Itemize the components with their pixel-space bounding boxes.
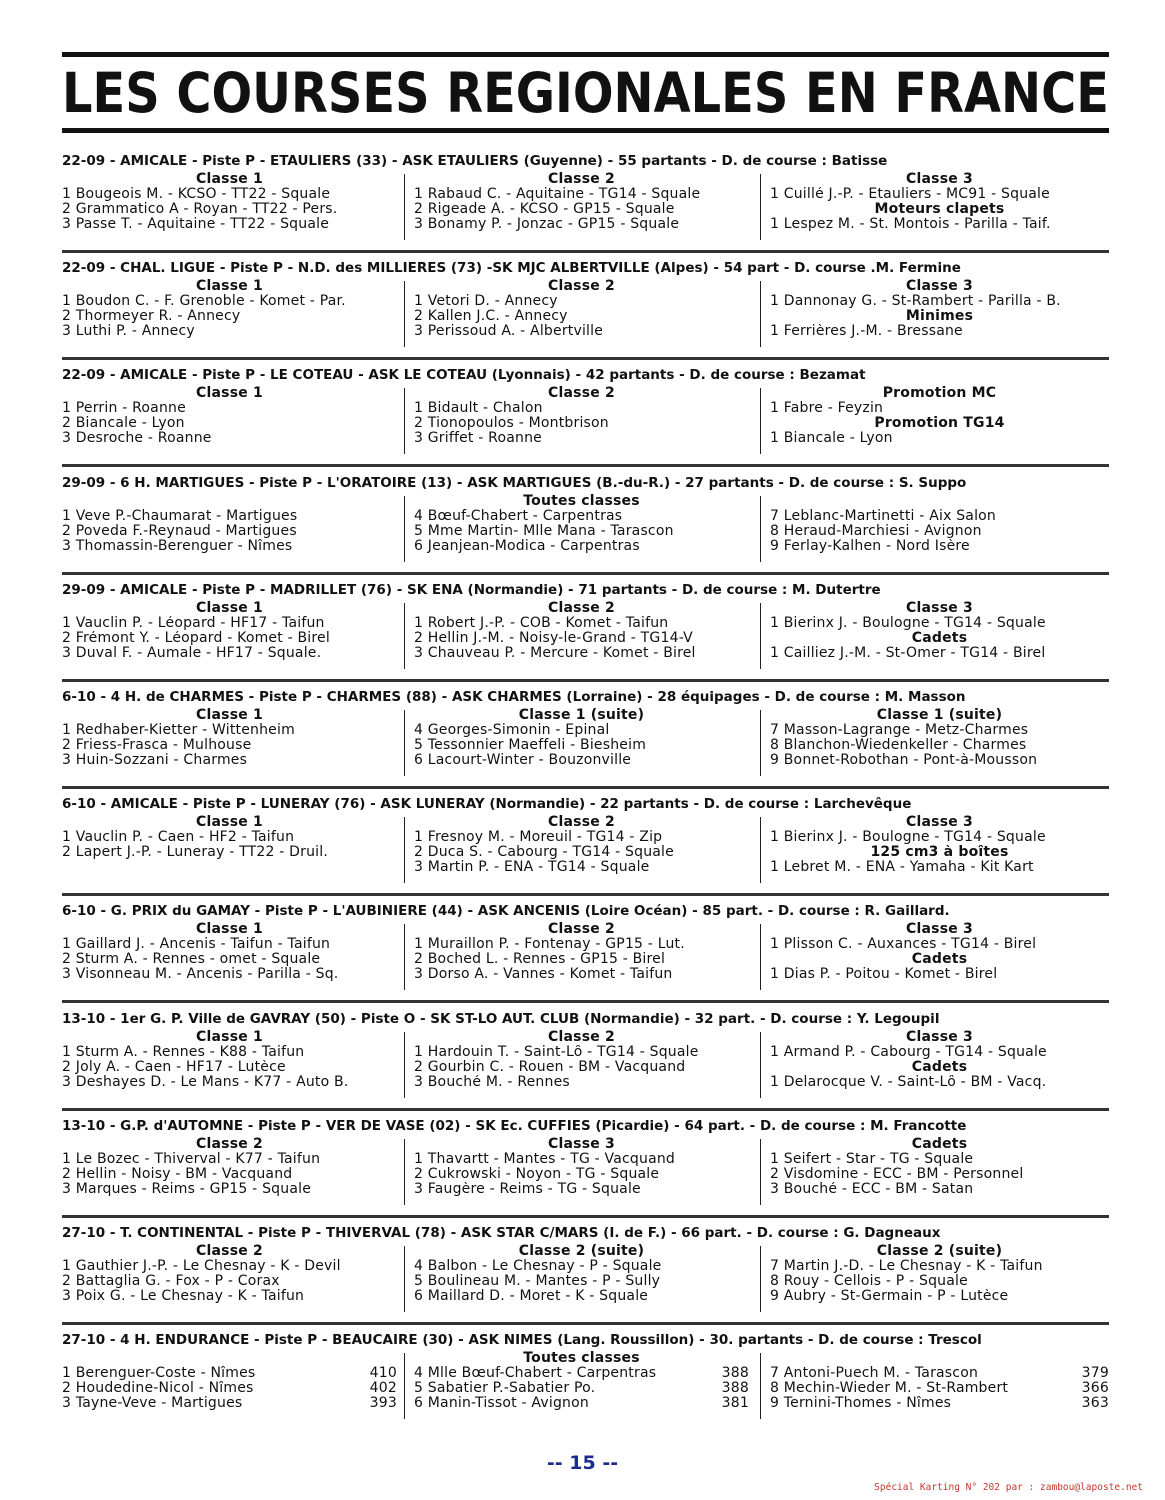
result-line: 3 Faugère - Reims - TG - Squale [414,1182,641,1197]
result-line [414,1396,749,1411]
section-rule [62,786,1109,789]
result-line: 2 Biancale - Lyon [62,416,185,431]
result-line: 7 Masson-Lagrange - Metz-Charmes [770,723,1029,738]
result-line: 1 Fresnoy M. - Moreuil - TG14 - Zip [414,830,663,845]
result-line: 2 Visdomine - ECC - BM - Personnel [770,1167,1024,1182]
column-divider [760,1139,761,1205]
result-column [62,386,397,456]
result-column [770,815,1109,885]
result-line: 3 Perissoud A. - Albertville [414,324,604,339]
result-line: 1 Gauthier J.-P. - Le Chesnay - K - Devil [62,1259,341,1274]
race-block [62,366,1109,468]
result-line: 1 Vauclin P. - Caen - HF2 - Taifun [62,830,295,845]
result-line: 1 Lebret M. - ENA - Yamaha - Kit Kart [770,860,1034,875]
result-line [770,1396,1109,1411]
result-line: 1 Muraillon P. - Fontenay - GP15 - Lut. [414,937,685,952]
column-divider [404,924,405,990]
race-header: 6-10 - G. PRIX du GAMAY - Piste P - L'AUBINIERE (44) - ASK ANCENIS (Loire Océan) - 85 part. - D. course : R. Gaillard. [62,903,950,919]
result-line [770,1381,1109,1396]
result-line: 3 Visonneau M. - Ancenis - Parilla - Sq. [62,967,339,982]
result-line: 1 Seifert - Star - TG - Squale [770,1152,974,1167]
result-column [62,1244,397,1314]
result-laps: 402 [369,1381,397,1396]
result-column [414,1030,749,1100]
section-rule [62,250,1109,253]
result-team: 1 Berenguer-Coste - Nîmes [62,1366,256,1381]
column-divider [760,1353,761,1419]
column-divider [760,924,761,990]
result-line: 1 Ferrières J.-M. - Bressane [770,324,963,339]
column-divider [760,817,761,883]
result-line: 1 Boudon C. - F. Grenoble - Komet - Par. [62,294,346,309]
result-column [770,922,1109,992]
page-title: LES COURSES REGIONALES EN FRANCE [62,61,1109,125]
class-title: Classe 2 [548,1030,615,1045]
result-line: 6 Maillard D. - Moret - K - Squale [414,1289,649,1304]
class-title: 125 cm3 à boîtes [870,845,1009,860]
result-line [62,860,397,875]
class-title: Classe 2 [548,172,615,187]
result-line: 9 Ferlay-Kalhen - Nord Isère [770,539,970,554]
result-column [770,708,1109,778]
result-column [770,386,1109,456]
result-line: 1 Thavartt - Mantes - TG - Vacquand [414,1152,676,1167]
class-title: Classe 1 (suite) [876,708,1003,723]
column-divider [760,603,761,669]
race-block [62,259,1109,361]
result-line: 1 Bierinx J. - Boulogne - TG14 - Squale [770,616,1046,631]
result-line: 3 Passe T. - Aquitaine - TT22 - Squale [62,217,330,232]
column-divider [404,1032,405,1098]
result-line: 1 Bougeois M. - KCSO - TT22 - Squale [62,187,331,202]
class-title: Classe 1 [196,279,263,294]
race-header: 13-10 - 1er G. P. Ville de GAVRAY (50) - Piste O - SK ST-LO AUT. CLUB (Normandie) - 32 part. - D. course : Y. Legoupil [62,1011,940,1027]
result-line: 1 Le Bozec - Thiverval - K77 - Taifun [62,1152,321,1167]
result-line: 3 Desroche - Roanne [62,431,212,446]
result-line: 4 Bœuf-Chabert - Carpentras [414,509,623,524]
class-title: Classe 3 [906,601,973,616]
result-line: 2 Duca S. - Cabourg - TG14 - Squale [414,845,674,860]
result-column [770,1030,1109,1100]
result-line: 3 Chauveau P. - Mercure - Komet - Birel [414,646,696,661]
result-column [414,1137,749,1207]
footer-credit: Spécial Karting N° 202 par : zambou@laposte.net [874,1482,1143,1493]
result-line: 1 Delarocque V. - Saint-Lô - BM - Vacq. [770,1075,1047,1090]
column-divider [760,1032,761,1098]
result-laps: 366 [1081,1381,1109,1396]
result-line: 3 Bouché - ECC - BM - Satan [770,1182,974,1197]
result-column [414,494,749,564]
result-line: 3 Dorso A. - Vannes - Komet - Taifun [414,967,673,982]
result-line: 3 Bouché M. - Rennes [414,1075,570,1090]
column-divider [760,1246,761,1312]
result-line: 3 Thomassin-Berenguer - Nîmes [62,539,293,554]
result-line: 1 Veve P.-Chaumarat - Martigues [62,509,298,524]
result-column [414,922,749,992]
class-title: Classe 2 [548,922,615,937]
result-laps: 379 [1081,1366,1109,1381]
result-team: 7 Antoni-Puech M. - Tarascon [770,1366,979,1381]
result-line: 9 Bonnet-Robothan - Pont-à-Mousson [770,753,1038,768]
result-line: 8 Heraud-Marchiesi - Avignon [770,524,982,539]
race-header: 29-09 - 6 H. MARTIGUES - Piste P - L'ORATOIRE (13) - ASK MARTIGUES (B.-du-R.) - 27 partants - D. de course : S. Suppo [62,475,967,491]
result-line: 1 Bidault - Chalon [414,401,543,416]
class-title: Classe 2 [548,279,615,294]
result-line: 1 Bierinx J. - Boulogne - TG14 - Squale [770,830,1046,845]
page-number: -- 15 -- [546,1452,619,1474]
class-title: Moteurs clapets [874,202,1005,217]
race-header: 22-09 - AMICALE - Piste P - LE COTEAU - ASK LE COTEAU (Lyonnais) - 42 partants - D. de course : Bezamat [62,367,866,383]
result-line: 1 Redhaber-Kietter - Wittenheim [62,723,295,738]
result-column [414,172,749,242]
class-title: Cadets [911,1137,968,1152]
result-line: 3 Marques - Reims - GP15 - Squale [62,1182,312,1197]
column-divider [404,388,405,454]
column-divider [760,496,761,562]
result-line: 1 Fabre - Feyzin [770,401,884,416]
result-column [770,1351,1109,1421]
title-rule [62,128,1109,133]
column-divider [760,281,761,347]
class-title: Classe 2 [196,1244,263,1259]
column-divider [404,1246,405,1312]
class-title: Classe 1 [196,172,263,187]
result-line: 7 Leblanc-Martinetti - Aix Salon [770,509,996,524]
result-column [62,1137,397,1207]
column-divider [404,603,405,669]
result-line [62,1366,397,1381]
result-line: 3 Griffet - Roanne [414,431,542,446]
column-divider [404,1139,405,1205]
column-divider [404,496,405,562]
result-line: 1 Robert J.-P. - COB - Komet - Taifun [414,616,669,631]
result-column [770,1137,1109,1207]
class-title [770,1351,1109,1366]
result-column [62,815,397,885]
result-line: 1 Vetori D. - Annecy [414,294,558,309]
race-block [62,474,1109,576]
result-line: 7 Martin J.-D. - Le Chesnay - K - Taifun [770,1259,1043,1274]
result-line: 8 Rouy - Cellois - P - Squale [770,1274,968,1289]
result-line: 5 Boulineau M. - Mantes - P - Sully [414,1274,661,1289]
class-title: Classe 1 [196,1030,263,1045]
race-block [62,1331,1109,1433]
result-line: 2 Cukrowski - Noyon - TG - Squale [414,1167,660,1182]
result-line: 1 Armand P. - Cabourg - TG14 - Squale [770,1045,1047,1060]
result-line: 3 Deshayes D. - Le Mans - K77 - Auto B. [62,1075,349,1090]
race-header: 29-09 - AMICALE - Piste P - MADRILLET (76) - SK ENA (Normandie) - 71 partants - D. de course : M. Dutertre [62,582,881,598]
class-title: Classe 2 (suite) [518,1244,645,1259]
result-line: 1 Sturm A. - Rennes - K88 - Taifun [62,1045,305,1060]
result-column [62,279,397,349]
race-header: 13-10 - G.P. d'AUTOMNE - Piste P - VER DE VASE (02) - SK Ec. CUFFIES (Picardie) - 64 part. - D. de course : M. Francotte [62,1118,967,1134]
result-team: 2 Houdedine-Nicol - Nîmes [62,1381,254,1396]
result-column [770,172,1109,242]
result-line: 2 Sturm A. - Rennes - omet - Squale [62,952,321,967]
class-title: Classe 1 [196,386,263,401]
result-line: 2 Hellin J.-M. - Noisy-le-Grand - TG14-V [414,631,693,646]
column-divider [404,1353,405,1419]
race-header: 6-10 - AMICALE - Piste P - LUNERAY (76) - ASK LUNERAY (Normandie) - 22 partants - D. de course : Larchevêque [62,796,912,812]
result-column [414,1351,749,1421]
result-line: 3 Huin-Sozzani - Charmes [62,753,248,768]
result-team: 3 Tayne-Veve - Martigues [62,1396,243,1411]
result-column [414,815,749,885]
race-block [62,902,1109,1004]
class-title: Classe 3 [906,922,973,937]
result-column [414,386,749,456]
result-line: 9 Aubry - St-Germain - P - Lutèce [770,1289,1009,1304]
class-title: Minimes [905,309,974,324]
result-line: 1 Lespez M. - St. Montois - Parilla - Taif. [770,217,1051,232]
section-rule [62,1322,1109,1325]
class-title: Classe 3 [548,1137,615,1152]
result-line: 1 Plisson C. - Auxances - TG14 - Birel [770,937,1037,952]
result-line: 2 Tionopoulos - Montbrison [414,416,609,431]
top-rule [62,52,1109,57]
result-line: 2 Rigeade A. - KCSO - GP15 - Squale [414,202,675,217]
result-column [62,1030,397,1100]
result-column [62,708,397,778]
class-title: Classe 2 (suite) [876,1244,1003,1259]
class-title: Classe 3 [906,279,973,294]
result-column [414,1244,749,1314]
class-title: Cadets [911,952,968,967]
result-line: 1 Vauclin P. - Léopard - HF17 - Taifun [62,616,325,631]
result-team: 8 Mechin-Wieder M. - St-Rambert [770,1381,1009,1396]
result-line: 1 Dannonay G. - St-Rambert - Parilla - B. [770,294,1061,309]
result-line: 5 Tessonnier Maeffeli - Biesheim [414,738,647,753]
result-line: 1 Cuillé J.-P. - Etauliers - MC91 - Squale [770,187,1050,202]
result-line [414,1366,749,1381]
class-title: Classe 1 [196,815,263,830]
race-block [62,1010,1109,1112]
column-divider [404,174,405,240]
result-line: 1 Gaillard J. - Ancenis - Taifun - Taifun [62,937,331,952]
result-line: 3 Duval F. - Aumale - HF17 - Squale. [62,646,322,661]
class-title: Classe 3 [906,172,973,187]
section-rule [62,464,1109,467]
race-block [62,688,1109,790]
result-column [770,601,1109,671]
race-header: 27-10 - 4 H. ENDURANCE - Piste P - BEAUCAIRE (30) - ASK NIMES (Lang. Roussillon) - 30. partants - D. de course : Trescol [62,1332,982,1348]
result-line [62,1381,397,1396]
result-line [62,1396,397,1411]
result-line [770,1366,1109,1381]
section-rule [62,893,1109,896]
class-title: Classe 1 [196,601,263,616]
result-laps: 363 [1081,1396,1109,1411]
result-column [62,494,397,564]
class-title: Classe 1 (suite) [518,708,645,723]
class-title: Classe 3 [906,815,973,830]
result-line: 3 Martin P. - ENA - TG14 - Squale [414,860,650,875]
race-header: 6-10 - 4 H. de CHARMES - Piste P - CHARMES (88) - ASK CHARMES (Lorraine) - 28 équipages - D. de course : M. Masson [62,689,966,705]
column-divider [404,281,405,347]
class-title: Cadets [911,1060,968,1075]
section-rule [62,1000,1109,1003]
class-title: Classe 2 [548,815,615,830]
class-title: Classe 2 [548,601,615,616]
section-rule [62,1108,1109,1111]
result-column [62,922,397,992]
class-title: Promotion TG14 [874,416,1005,431]
result-line: 3 Bonamy P. - Jonzac - GP15 - Squale [414,217,680,232]
result-team: 9 Ternini-Thomes - Nîmes [770,1396,952,1411]
race-block [62,581,1109,683]
result-column [770,494,1109,564]
result-line: 1 Rabaud C. - Aquitaine - TG14 - Squale [414,187,701,202]
result-line: 5 Mme Martin- Mlle Mana - Tarascon [414,524,674,539]
result-line: 6 Jeanjean-Modica - Carpentras [414,539,640,554]
section-rule [62,679,1109,682]
result-team: 5 Sabatier P.-Sabatier Po. [414,1381,596,1396]
result-line: 1 Dias P. - Poitou - Komet - Birel [770,967,998,982]
result-line: 3 Luthi P. - Annecy [62,324,195,339]
result-line: 1 Perrin - Roanne [62,401,186,416]
result-line: 2 Poveda F.-Reynaud - Martigues [62,524,297,539]
result-team: 4 Mlle Bœuf-Chabert - Carpentras [414,1366,657,1381]
column-divider [760,174,761,240]
result-column [62,172,397,242]
class-title [62,1351,397,1366]
result-line: 4 Georges-Simonin - Epinal [414,723,610,738]
class-title: Classe 1 [196,708,263,723]
class-title: Classe 1 [196,922,263,937]
result-line [414,1381,749,1396]
result-laps: 388 [721,1366,749,1381]
section-rule [62,1215,1109,1218]
result-line: 6 Lacourt-Winter - Bouzonville [414,753,632,768]
column-divider [404,817,405,883]
result-column [62,1351,397,1421]
result-line: 2 Hellin - Noisy - BM - Vacquand [62,1167,293,1182]
result-line: 2 Lapert J.-P. - Luneray - TT22 - Druil. [62,845,328,860]
class-title [770,494,1109,509]
class-title: Promotion MC [882,386,997,401]
result-line: 2 Joly A. - Caen - HF17 - Lutèce [62,1060,286,1075]
result-laps: 410 [369,1366,397,1381]
result-column [770,279,1109,349]
result-line: 2 Thormeyer R. - Annecy [62,309,241,324]
result-line: 1 Biancale - Lyon [770,431,893,446]
class-title: Classe 2 [196,1137,263,1152]
result-column [770,1244,1109,1314]
result-line: 2 Kallen J.C. - Annecy [414,309,568,324]
result-line: 4 Balbon - Le Chesnay - P - Squale [414,1259,662,1274]
class-title: Toutes classes [523,1351,640,1366]
column-divider [404,710,405,776]
result-column [414,708,749,778]
race-block [62,1224,1109,1326]
result-column [414,279,749,349]
result-line: 8 Blanchon-Wiedenkeller - Charmes [770,738,1027,753]
result-column [414,601,749,671]
class-title: Cadets [911,631,968,646]
race-block [62,152,1109,254]
class-title: Classe 3 [906,1030,973,1045]
race-block [62,795,1109,897]
result-line: 2 Battaglia G. - Fox - P - Corax [62,1274,280,1289]
result-laps: 381 [721,1396,749,1411]
result-line: 1 Cailliez J.-M. - St-Omer - TG14 - Birel [770,646,1046,661]
result-line: 2 Friess-Frasca - Mulhouse [62,738,252,753]
section-rule [62,357,1109,360]
result-line: 2 Grammatico A - Royan - TT22 - Pers. [62,202,338,217]
result-laps: 388 [721,1381,749,1396]
result-line: 2 Boched L. - Rennes - GP15 - Birel [414,952,666,967]
result-line: 2 Gourbin C. - Rouen - BM - Vacquand [414,1060,686,1075]
class-title: Classe 2 [548,386,615,401]
result-line: 2 Frémont Y. - Léopard - Komet - Birel [62,631,330,646]
result-laps: 393 [369,1396,397,1411]
race-header: 27-10 - T. CONTINENTAL - Piste P - THIVERVAL (78) - ASK STAR C/MARS (I. de F.) - 66 part. - D. course : G. Dagneaux [62,1225,941,1241]
result-line: 1 Hardouin T. - Saint-Lô - TG14 - Squale [414,1045,699,1060]
result-team: 6 Manin-Tissot - Avignon [414,1396,589,1411]
column-divider [760,710,761,776]
race-block [62,1117,1109,1219]
race-header: 22-09 - CHAL. LIGUE - Piste P - N.D. des MILLIERES (73) -SK MJC ALBERTVILLE (Alpes) - 54 part - D. course .M. Fermine [62,260,961,276]
result-line: 3 Poix G. - Le Chesnay - K - Taifun [62,1289,305,1304]
class-title: Toutes classes [523,494,640,509]
race-header: 22-09 - AMICALE - Piste P - ETAULIERS (33) - ASK ETAULIERS (Guyenne) - 55 partants - D. de course : Batisse [62,153,888,169]
column-divider [760,388,761,454]
class-title [62,494,397,509]
result-column [62,601,397,671]
section-rule [62,572,1109,575]
